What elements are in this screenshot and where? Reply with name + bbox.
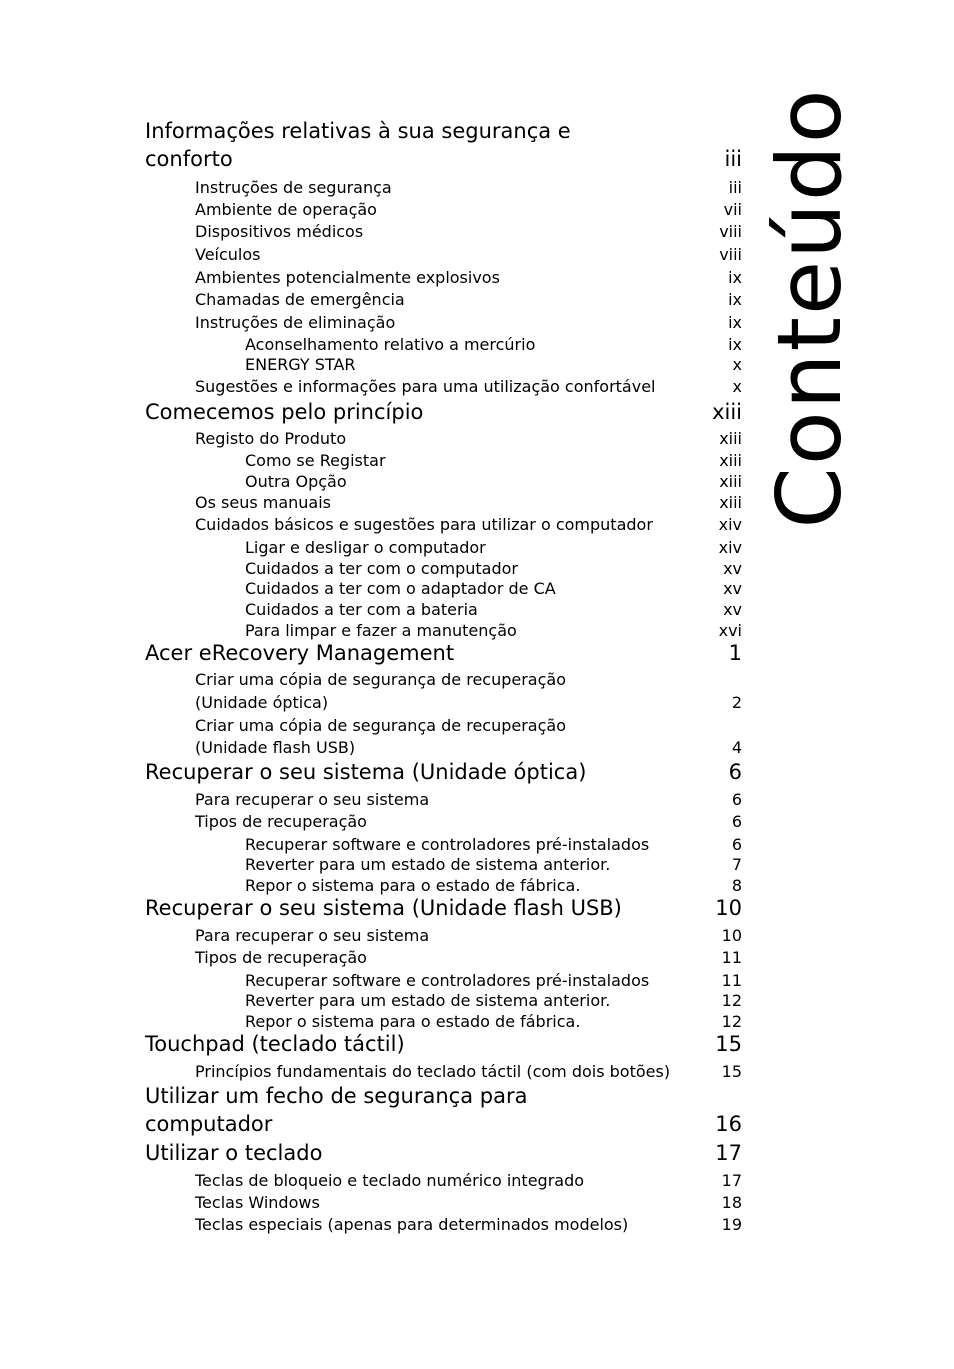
toc-page-number: xvi (718, 621, 742, 640)
toc-section-line[interactable] (195, 950, 742, 970)
toc-subsection-line[interactable] (245, 453, 742, 473)
toc-entry-title: Os seus manuais (195, 493, 332, 512)
toc-entry-title: Repor o sistema para o estado de fábrica. (245, 1012, 581, 1031)
toc-chapter-line[interactable] (145, 121, 742, 147)
toc-entry-title: Cuidados básicos e sugestões para utilizar o computador (195, 515, 653, 534)
toc-section-line[interactable] (195, 718, 742, 738)
toc-page-number: xiv (718, 515, 742, 534)
toc-entry-title: Recuperar o seu sistema (Unidade flash USB) (145, 896, 622, 920)
toc-entry-title: Teclas especiais (apenas para determinados modelos) (195, 1215, 629, 1234)
toc-subsection-line[interactable] (245, 837, 742, 857)
toc-page-number: 19 (721, 1215, 742, 1234)
toc-entry-title: Aconselhamento relativo a mercúrio (245, 335, 536, 354)
toc-page-number: xv (723, 559, 742, 578)
toc-subsection-line[interactable] (245, 540, 742, 560)
toc-subsection-line[interactable] (245, 1014, 742, 1034)
toc-entry-title: Princípios fundamentais do teclado táctil (com dois botões) (195, 1062, 671, 1081)
toc-subsection-line[interactable] (245, 602, 742, 622)
toc-entry-title: Para recuperar o seu sistema (195, 790, 430, 809)
toc-page-number: xiii (719, 472, 742, 491)
toc-chapter-line[interactable] (145, 643, 742, 669)
toc-section-line[interactable] (195, 315, 742, 335)
toc-section-line[interactable] (195, 292, 742, 312)
toc-page-number: xiv (718, 538, 742, 557)
toc-entry-title: Recuperar o seu sistema (Unidade óptica) (145, 760, 587, 784)
toc-entry-title: Ambientes potencialmente explosivos (195, 268, 500, 287)
toc-entry-title: ENERGY STAR (245, 355, 356, 374)
toc-page-number: 6 (728, 760, 742, 784)
toc-page-number: xv (723, 579, 742, 598)
toc-section-line[interactable] (195, 740, 742, 760)
toc-entry-title: (Unidade flash USB) (195, 738, 356, 757)
toc-page-number: ix (728, 335, 742, 354)
side-title (758, 87, 861, 529)
toc-page-number: xiii (719, 429, 742, 448)
toc-entry-title: conforto (145, 147, 233, 171)
toc-section-line[interactable] (195, 517, 742, 537)
toc-page-number: 2 (731, 693, 742, 712)
toc-entry-title: Chamadas de emergência (195, 290, 405, 309)
toc-page-number: 10 (721, 926, 742, 945)
toc-entry-title: Cuidados a ter com o computador (245, 559, 518, 578)
toc-subsection-line[interactable] (245, 357, 742, 377)
toc-entry-title: Ligar e desligar o computador (245, 538, 486, 557)
toc-page-number: 11 (721, 971, 742, 990)
toc-chapter-line[interactable] (145, 1143, 742, 1169)
toc-page-number: vii (723, 200, 742, 219)
toc-section-line[interactable] (195, 379, 742, 399)
toc-page-number: xiii (712, 400, 742, 424)
toc-page-number: viii (719, 222, 742, 241)
toc-page-number: ix (728, 313, 742, 332)
toc-chapter-line[interactable] (145, 762, 742, 788)
toc-section-line[interactable] (195, 247, 742, 267)
toc-entry-title: Teclas de bloqueio e teclado numérico integrado (195, 1171, 585, 1190)
toc-page-number: 12 (721, 1012, 742, 1031)
toc-page-number: ix (728, 268, 742, 287)
toc-entry-title: Touchpad (teclado táctil) (145, 1032, 405, 1056)
toc-page-number: 6 (731, 790, 742, 809)
toc-page-number: 10 (715, 896, 742, 920)
toc-entry-title: Instruções de segurança (195, 178, 392, 197)
toc-section-line[interactable] (195, 495, 742, 515)
toc-section-line[interactable] (195, 224, 742, 244)
toc-entry-title: Cuidados a ter com o adaptador de CA (245, 579, 556, 598)
toc-page-number: iii (724, 147, 742, 171)
toc-section-line[interactable] (195, 695, 742, 715)
toc-entry-title: Teclas Windows (195, 1193, 320, 1212)
toc-entry-title: Reverter para um estado de sistema anterior. (245, 991, 611, 1010)
toc-page-number: 17 (721, 1171, 742, 1190)
toc-entry-title: Registo do Produto (195, 429, 347, 448)
toc-entry-title: Sugestões e informações para uma utilização confortável (195, 377, 656, 396)
toc-page-number: 12 (721, 991, 742, 1010)
toc-chapter-line[interactable] (145, 1114, 742, 1140)
toc-entry-title: Tipos de recuperação (195, 948, 367, 967)
toc-page-number: 18 (721, 1193, 742, 1212)
toc-entry-title: Instruções de eliminação (195, 313, 396, 332)
toc-entry-title: Reverter para um estado de sistema anterior. (245, 855, 611, 874)
toc-entry-title: Para recuperar o seu sistema (195, 926, 430, 945)
toc-entry-title: Recuperar software e controladores pré-instalados (245, 835, 650, 854)
toc-entry-title: Dispositivos médicos (195, 222, 364, 241)
toc-section-line[interactable] (195, 1217, 742, 1237)
toc-page-number: viii (719, 245, 742, 264)
toc-page-number: xiii (719, 451, 742, 470)
toc-section-line[interactable] (195, 814, 742, 834)
toc-entry-title: Informações relativas à sua segurança e (145, 119, 571, 143)
toc-section-line[interactable] (195, 1173, 742, 1193)
toc-chapter-line[interactable] (145, 402, 742, 428)
toc-page-number: 17 (715, 1141, 742, 1165)
toc-page-number: 1 (728, 641, 742, 665)
toc-entry-title: Veículos (195, 245, 261, 264)
toc-subsection-line[interactable] (245, 581, 742, 601)
toc-page-number: 6 (731, 835, 742, 854)
toc-entry-title: Para limpar e fazer a manutenção (245, 621, 517, 640)
toc-subsection-line[interactable] (245, 993, 742, 1013)
toc-section-line[interactable] (195, 431, 742, 451)
toc-page-number: xiii (719, 493, 742, 512)
toc-page-number: iii (728, 178, 742, 197)
toc-page-number: 4 (731, 738, 742, 757)
toc-page-number: x (732, 377, 742, 396)
toc-section-line[interactable] (195, 1195, 742, 1215)
toc-entry-title: Ambiente de operação (195, 200, 377, 219)
toc-entry-title: Comecemos pelo princípio (145, 400, 424, 424)
toc-section-line[interactable] (195, 928, 742, 948)
toc-subsection-line[interactable] (245, 474, 742, 494)
toc-page-number: ix (728, 290, 742, 309)
toc-subsection-line[interactable] (245, 623, 742, 643)
toc-section-line[interactable] (195, 672, 742, 692)
toc-page-number: 15 (721, 1062, 742, 1081)
toc-entry-title: Criar uma cópia de segurança de recuperação (195, 670, 566, 689)
toc-subsection-line[interactable] (245, 337, 742, 357)
toc-page-number: 11 (721, 948, 742, 967)
toc-entry-title: Outra Opção (245, 472, 347, 491)
toc-entry-title: Criar uma cópia de segurança de recuperação (195, 716, 566, 735)
toc-subsection-line[interactable] (245, 878, 742, 898)
toc-entry-title: Repor o sistema para o estado de fábrica. (245, 876, 581, 895)
toc-page-number: 6 (731, 812, 742, 831)
toc-section-line[interactable] (195, 202, 742, 222)
toc-subsection-line[interactable] (245, 561, 742, 581)
toc-chapter-line[interactable] (145, 1034, 742, 1060)
toc-page-number: x (732, 355, 742, 374)
toc-chapter-line[interactable] (145, 149, 742, 175)
toc-page-number: 15 (715, 1032, 742, 1056)
toc-subsection-line[interactable] (245, 857, 742, 877)
toc-page-number: 8 (731, 876, 742, 895)
toc-section-line[interactable] (195, 270, 742, 290)
toc-entry-title: Utilizar um fecho de segurança para (145, 1084, 528, 1108)
side-title-text: Conteúdo (758, 87, 861, 529)
toc-entry-title: Acer eRecovery Management (145, 641, 455, 665)
toc-section-line[interactable] (195, 180, 742, 200)
toc-entry-title: Tipos de recuperação (195, 812, 367, 831)
toc-page-number: 7 (731, 855, 742, 874)
toc-page-number: xv (723, 600, 742, 619)
toc-entry-title: Cuidados a ter com a bateria (245, 600, 478, 619)
toc-entry-title: Como se Registar (245, 451, 386, 470)
toc-section-line[interactable] (195, 792, 742, 812)
toc-chapter-line[interactable] (145, 1086, 742, 1112)
toc-section-line[interactable] (195, 1064, 742, 1084)
toc-chapter-line[interactable] (145, 898, 742, 924)
toc-subsection-line[interactable] (245, 973, 742, 993)
toc-entry-title: computador (145, 1112, 273, 1136)
toc-entry-title: Utilizar o teclado (145, 1141, 323, 1165)
toc-entry-title: Recuperar software e controladores pré-instalados (245, 971, 650, 990)
toc-entry-title: (Unidade óptica) (195, 693, 329, 712)
toc-page-number: 16 (715, 1112, 742, 1136)
